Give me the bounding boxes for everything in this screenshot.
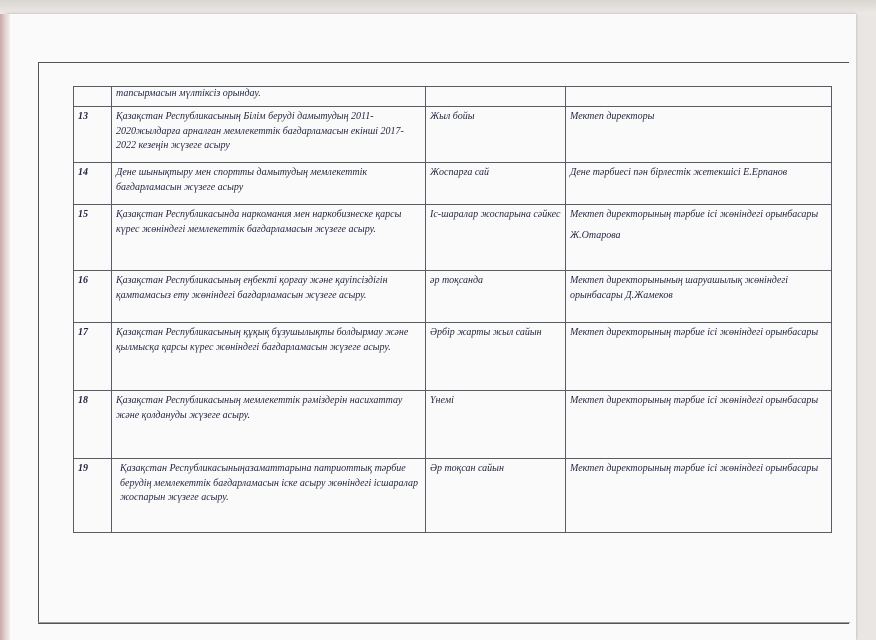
row-number: 16 bbox=[74, 271, 112, 323]
event-cell: тапсырмасын мүлтіксіз орындау. bbox=[112, 87, 426, 107]
deadline-cell: Әрбір жарты жыл сайын bbox=[426, 323, 566, 391]
deadline-cell bbox=[426, 87, 566, 107]
deadline-cell: Жыл бойы bbox=[426, 107, 566, 163]
table-row bbox=[74, 271, 832, 323]
table-row bbox=[74, 163, 832, 205]
responsible-cell bbox=[566, 205, 832, 271]
responsible-cell: Мектеп директорынының шаруашылық жөніндегі орынбасары Д.Жамеков bbox=[566, 271, 832, 323]
table-row bbox=[74, 323, 832, 391]
table-row bbox=[74, 459, 832, 533]
event-cell: Дене шынықтыру мен спортты дамытудың мемлекеттік бағдарламасын жүзеге асыру bbox=[112, 163, 426, 205]
deadline-cell: Іс-шаралар жоспарына сәйкес bbox=[426, 205, 566, 271]
responsible-cell bbox=[566, 87, 832, 107]
binder-edge bbox=[0, 14, 10, 640]
row-number: 19 bbox=[74, 459, 112, 533]
table-row bbox=[74, 205, 832, 271]
responsible-cell: Мектеп директорының тәрбие ісі жөніндегі орынбасары bbox=[566, 459, 832, 533]
responsible-person: Ж.Отарова bbox=[570, 229, 621, 241]
responsible-cell: Мектеп директорының тәрбие ісі жөніндегі орынбасары bbox=[566, 323, 832, 391]
row-number: 13 bbox=[74, 107, 112, 163]
table-row bbox=[74, 107, 832, 163]
scan-top-edge bbox=[0, 0, 876, 14]
deadline-cell: әр тоқсанда bbox=[426, 271, 566, 323]
table-row bbox=[74, 87, 832, 107]
event-cell: Қазақстан Республикасында наркомания мен наркобизнеске қарсы күрес жөніндегі мемлекеттік бағдарламасын жүзеге асыру. bbox=[112, 205, 426, 271]
deadline-cell: Жоспарға сай bbox=[426, 163, 566, 205]
table-row bbox=[74, 391, 832, 459]
row-number: 17 bbox=[74, 323, 112, 391]
event-cell: Қазақстан Республикасының мемлекеттік рәміздерін насихаттау және қолдануды жүзеге асыру. bbox=[112, 391, 426, 459]
event-cell: Қазақстан Республикасының Білім беруді дамытудың 2011-2020жылдарға арналған мемлекеттік бағдарламасын екінші 2017-2022 кезеңін жүзеге асыру bbox=[112, 107, 426, 163]
responsible-text: Мектеп директорының тәрбие ісі жөніндегі орынбасары bbox=[570, 209, 819, 220]
page-frame-bottom bbox=[38, 622, 850, 629]
row-number: 15 bbox=[74, 205, 112, 271]
responsible-cell: Мектеп директорының тәрбие ісі жөніндегі орынбасары bbox=[566, 391, 832, 459]
event-cell: Қазақстан Республикасының құқық бұзушылықты болдырмау және қылмысқа қарсы күрес жөніндегі бағдарламасын жүзеге асыру. bbox=[112, 323, 426, 391]
event-cell: Қазақстан Республикасыныңазаматтарына патриоттық тәрбие берудің мемлекеттік бағдарламасын іске асыру жөніндегі ісшаралар жоспарын жүзеге асыру. bbox=[112, 459, 426, 533]
deadline-cell: Әр тоқсан сайын bbox=[426, 459, 566, 533]
responsible-cell: Мектеп директоры bbox=[566, 107, 832, 163]
row-number: 14 bbox=[74, 163, 112, 205]
row-number: 18 bbox=[74, 391, 112, 459]
deadline-cell: Үнемі bbox=[426, 391, 566, 459]
row-number bbox=[74, 87, 112, 107]
responsible-cell: Дене тәрбиесі пән бірлестік жетекшісі Е.Ерпанов bbox=[566, 163, 832, 205]
plan-table bbox=[73, 86, 832, 533]
event-cell: Қазақстан Республикасының еңбекті қорғау және қауіпсіздігін қамтамасыз ету жөніндегі бағдарламасын жүзеге асыру. bbox=[112, 271, 426, 323]
